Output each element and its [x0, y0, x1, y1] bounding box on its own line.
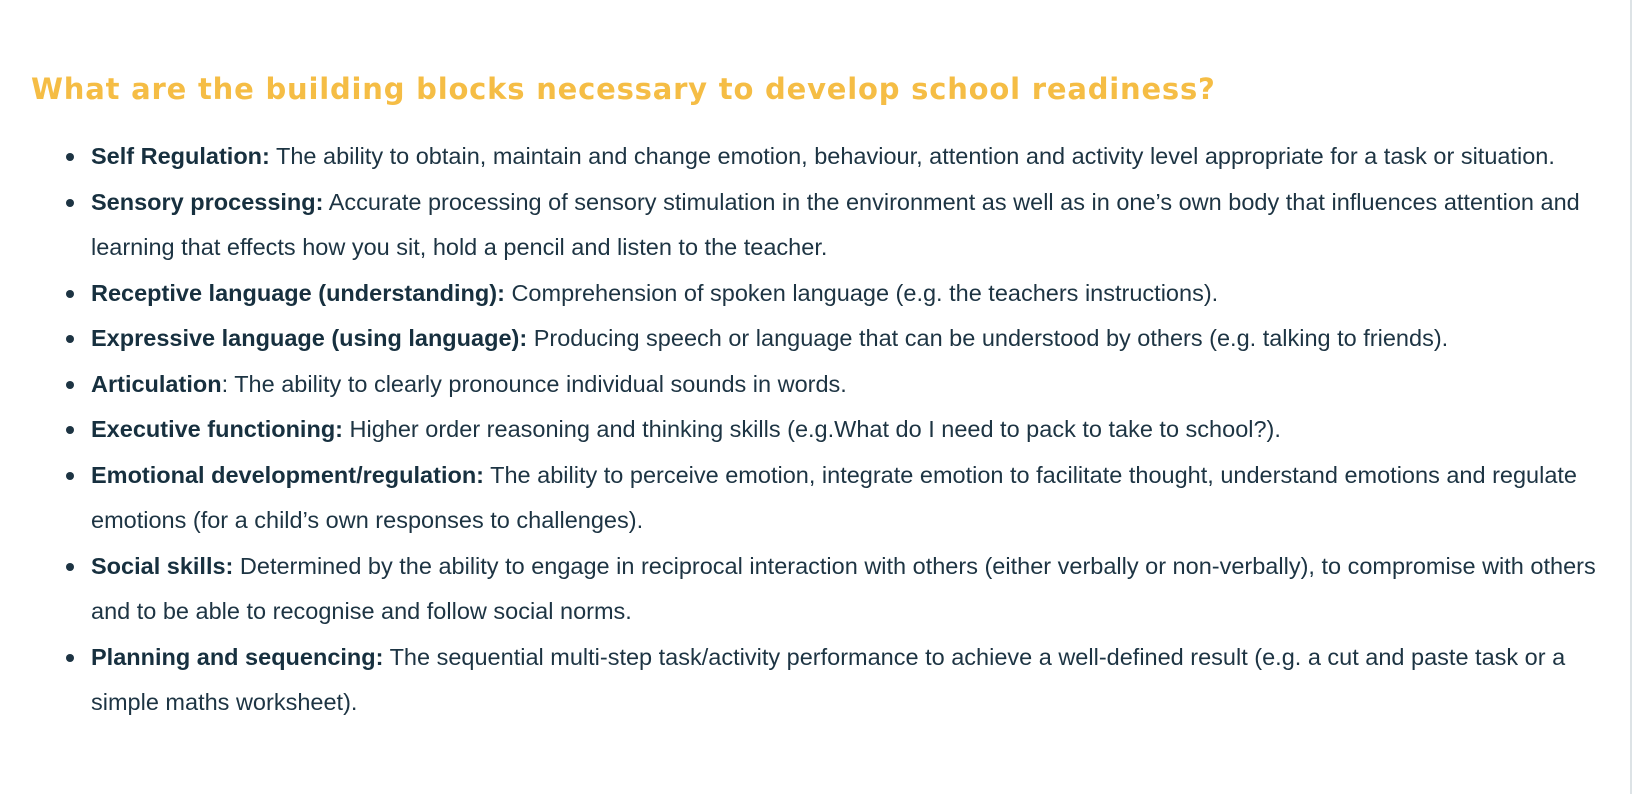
- list-item-executive-functioning: [91, 407, 1612, 453]
- list-item-term: Sensory processing:: [91, 188, 324, 215]
- list-item-term: Articulation: [91, 370, 222, 397]
- list-item-text: The sequential multi-step task/activity performance to achieve a well-defined result (e.g. a cut and paste task or a simple maths worksheet).: [91, 643, 1566, 715]
- list-item-receptive-language: [91, 271, 1612, 317]
- list-item-self-regulation: [91, 134, 1612, 180]
- list-item-term: Planning and sequencing:: [91, 643, 384, 670]
- list-item-term: Receptive language (understanding):: [91, 279, 505, 306]
- list-item-text: The ability to obtain, maintain and change emotion, behaviour, attention and activity level appropriate for a task or situation.: [269, 143, 1555, 169]
- list-item-text: Comprehension of spoken language (e.g. the teachers instructions).: [504, 279, 1219, 306]
- section-heading: What are the building blocks necessary to develop school readiness?: [31, 72, 1216, 106]
- list-item-term: Expressive language (using language):: [91, 325, 528, 351]
- list-item-term: Executive functioning:: [91, 416, 343, 442]
- list-item-text: Producing speech or language that can be understood by others (e.g. talking to friends).: [527, 325, 1449, 351]
- list-item-social-skills: [91, 544, 1612, 635]
- list-item-term: Self Regulation:: [91, 143, 270, 169]
- list-item-sensory-processing: [91, 180, 1612, 271]
- list-item-text: Accurate processing of sensory stimulation in the environment as well as in one’s own body that influences attention and learning that effects how you sit, hold a pencil and listen to the teacher.: [91, 188, 1580, 260]
- list-item-emotional-development: [91, 453, 1612, 544]
- building-blocks-list: [31, 134, 1612, 726]
- list-item-term: Emotional development/regulation:: [91, 461, 485, 488]
- list-item-articulation: [91, 362, 1612, 408]
- list-item-text: Determined by the ability to engage in reciprocal interaction with others (either verbally or non-verbally), to compromise with others and to be able to recognise and follow social norms.: [91, 552, 1596, 624]
- list-item-term: Social skills:: [91, 552, 234, 579]
- list-item-text: Higher order reasoning and thinking skills (e.g.What do I need to pack to take to school?).: [343, 416, 1281, 442]
- list-item-planning-sequencing: [91, 635, 1612, 726]
- list-item-text: : The ability to clearly pronounce individual sounds in words.: [221, 370, 847, 397]
- list-item-text: The ability to perceive emotion, integrate emotion to facilitate thought, understand emotions and regulate emotions (for a child’s own responses to challenges).: [91, 461, 1578, 533]
- list-item-expressive-language: [91, 316, 1612, 362]
